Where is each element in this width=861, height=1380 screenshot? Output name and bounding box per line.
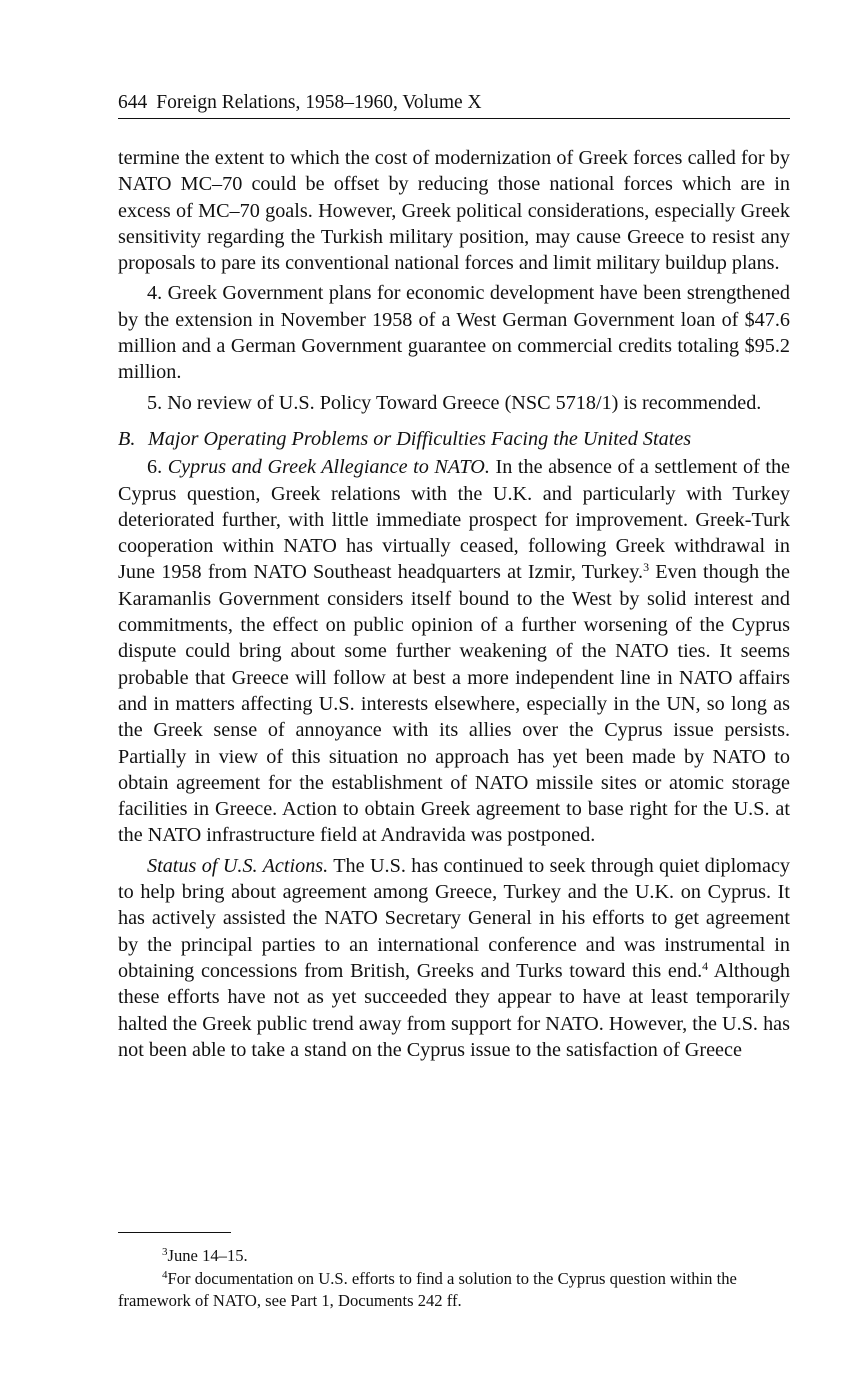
footnote-4-marker: 4 xyxy=(162,1268,168,1281)
status-title: Status of U.S. Actions. xyxy=(147,854,329,877)
volume-title: Foreign Relations, 1958–1960, Volume X xyxy=(156,92,482,113)
footnotes xyxy=(118,1245,790,1313)
paragraph-6-title: Cyprus and Greek Allegiance to NATO. xyxy=(167,456,490,479)
paragraph-4: 4. Greek Government plans for economic development have been strengthened by the extension in November 1958 of a West German Government loan of $47.6 million and a German Government guarantee on commercial credits totaling $95.2 million. xyxy=(118,282,790,384)
paragraph-6-text-a: In the absence of a settlement of the Cyprus question, Greek relations with the U.K. and particularly with Turkey deteriorated further, with little immediate prospect for improvement. Greek-Turk cooperation within NATO has virtually ceased, following Greek withdrawal in June 1958 from NATO Southeast headquarters at Izmir, Turkey. xyxy=(118,456,791,584)
footnote-3-text: June 14–15. xyxy=(167,1246,248,1265)
status-text-a: The U.S. has continued to seek through quiet diplomacy to help bring about agreement among Greece, Turkey and the U.K. on Cyprus. It has actively assisted the NATO Secretary General in his efforts to get agreement by the principal parties to an international conference and was instrumental in obtaining concessions from British, Greeks and Turks toward this end. xyxy=(118,854,790,982)
page-number: 644 xyxy=(118,92,148,113)
document-page xyxy=(118,90,790,1067)
running-header xyxy=(118,90,790,119)
footnote-divider xyxy=(118,1232,231,1233)
section-b-letter: B. xyxy=(118,427,136,450)
paragraph-status xyxy=(118,853,790,1063)
body-text xyxy=(118,145,790,1063)
footnote-4 xyxy=(118,1268,790,1313)
section-b-heading xyxy=(118,426,790,452)
paragraph-6-number: 6. xyxy=(147,456,163,479)
paragraph-6-text-b: Even though the Karamanlis Government considers itself bound to the West by solid interest and commitments, the effect on public opinion of a further worsening of the Cyprus dispute could bring about some further weakening of the NATO ties. It seems probable that Greece will follow at best a more independent line in NATO affairs and in matters affecting U.S. interests elsewhere, especially in the UN, so long as the Greek sense of annoyance with its allies over the Cyprus issue persists. Partially in view of this situation no approach has yet been made by NATO to obtain agreement for the establishment of NATO missile sites or atomic storage facilities in Greece. Action to obtain Greek agreement to base right for the U.S. at the NATO infrastructure field at Andravida was postponed. xyxy=(118,561,790,847)
paragraph-6 xyxy=(118,454,790,848)
footnote-ref-4[interactable]: 4 xyxy=(702,958,709,973)
paragraph-continued: termine the extent to which the cost of modernization of Greek forces called for by NATO MC–70 could be offset by reducing those national forces which are in excess of MC–70 goals. However, Greek political considerations, especially Greek sensitivity regarding the Turkish military position, may cause Greece to resist any proposals to pare its conventional national forces and limit military buildup plans. xyxy=(118,147,790,275)
section-b-title: Major Operating Problems or Difficulties Facing the United States xyxy=(148,427,692,450)
footnote-ref-3[interactable]: 3 xyxy=(643,560,650,575)
paragraph-5: 5. No review of U.S. Policy Toward Greece (NSC 5718/1) is recommended. xyxy=(147,391,762,414)
footnote-3-marker: 3 xyxy=(162,1246,168,1258)
footnote-4-text: For documentation on U.S. efforts to find a solution to the Cyprus question within the framework of NATO, see Part 1, Documents 242 ff. xyxy=(118,1268,737,1310)
status-text-b: Although these efforts have not as yet succeeded they appear to have at least temporarily halted the Greek public trend away from support for NATO. However, the U.S. has not been able to take a stand on the Cyprus issue to the satisfaction of Greece xyxy=(118,959,791,1061)
footnote-3 xyxy=(118,1245,790,1268)
